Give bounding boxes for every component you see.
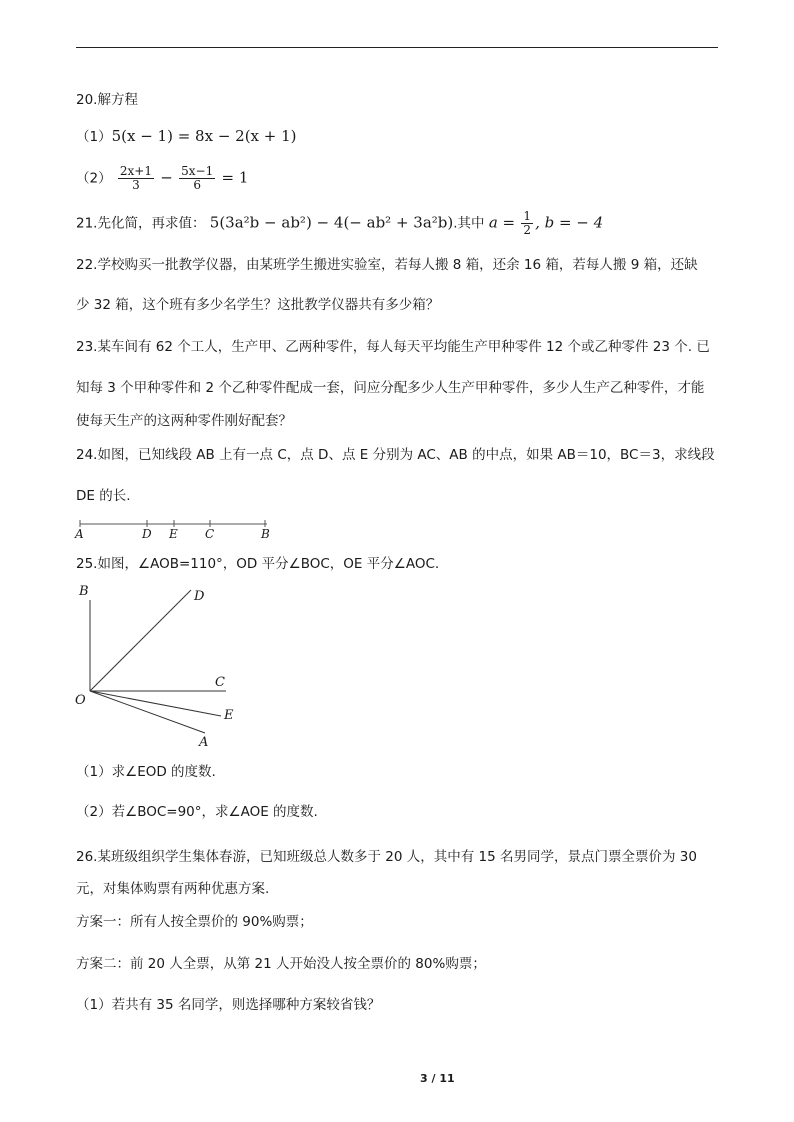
q20-part2-label: （2） [76,170,112,187]
q25-text: 25.如图，∠AOB=110°，OD 平分∠BOC，OE 平分∠AOC. [76,556,440,572]
angle-label-a: A [199,735,209,750]
ray-oa [90,691,205,733]
q20-part1-label: （1） [76,129,112,145]
angle-label-b: B [79,584,89,599]
page-number: 3 / 11 [420,1072,455,1085]
point-label-a: A [75,527,84,541]
q20-title: 20.解方程 [76,92,138,108]
angle-label-c: C [215,675,225,690]
q21-a-fraction: $\frac{1}{2}$ [523,209,532,237]
ray-od [90,590,191,691]
q23-line2: 知每 3 个甲种零件和 2 个乙种零件配成一套，问应分配多少人生产甲种零件，多少人生产乙种零件，才能 [76,380,705,396]
q21-expression: 5(3a²b − ab²) − 4(− ab² + 3a²b) [209,213,454,232]
q26-plan1: 方案一：所有人按全票价的 90%购票； [76,914,313,930]
q26-plan2: 方案二：前 20 人全票，从第 21 人开始没人按全票价的 80%购票； [76,956,486,972]
q22-line1: 22.学校购买一批教学仪器，由某班学生搬进实验室，若每人搬 8 箱，还余 16 箱，若每人搬 9 箱，还缺 [76,257,698,273]
q20-rhs: = 1 [221,168,249,187]
q21-a-eq: a = [488,213,516,232]
point-label-e: E [169,527,178,541]
point-label-b: B [261,527,270,541]
q21-text: 21.先化简，再求值： [76,215,206,232]
q20-part1-equation: 5(x − 1) = 8x − 2(x + 1) [111,127,297,145]
q26-line2: 元，对集体购票有两种优惠方案. [76,881,270,897]
q24-line1: 24.如图，已知线段 AB 上有一点 C，点 D、点 E 分别为 AC、AB 的中点，如果 AB＝10，BC＝3，求线段 [76,447,715,463]
point-label-d: D [142,527,152,541]
q26-line1: 26.某班级组织学生集体春游，已知班级总人数多于 20 人，其中有 15 名男同学，景点门票全票价为 30 [76,849,697,865]
q21-mid: .其中 [453,215,485,232]
q25-part2: （2）若∠BOC=90°，求∠AOE 的度数. [76,804,318,820]
q21-b-eq: , b = − 4 [535,213,604,232]
q22-line2: 少 32 箱，这个班有多少名学生？这批教学仪器共有多少箱？ [76,297,440,313]
ray-oe [90,691,221,716]
angle-label-e: E [224,708,234,723]
q24-line2: DE 的长. [76,488,131,504]
q23-line3: 使每天生产的这两种零件刚好配套？ [76,413,292,429]
q23-line1: 23.某车间有 62 个工人，生产甲、乙两种零件，每人每天平均能生产甲种零件 12 个或乙种零件 23 个. 已 [76,339,710,355]
q26-part1: （1）若共有 35 名同学，则选择哪种方案较省钱？ [76,997,381,1013]
q25-part1: （1）求∠EOD 的度数. [76,764,216,780]
angle-label-d: D [194,589,205,604]
point-label-c: C [205,527,215,541]
q20-minus: − [160,168,173,187]
q20-fraction-2: $\frac{5x-1}{6}$ [181,164,214,192]
q20-fraction-1: $\frac{2x+1}{3}$ [119,164,152,192]
angle-label-o: O [75,693,86,708]
